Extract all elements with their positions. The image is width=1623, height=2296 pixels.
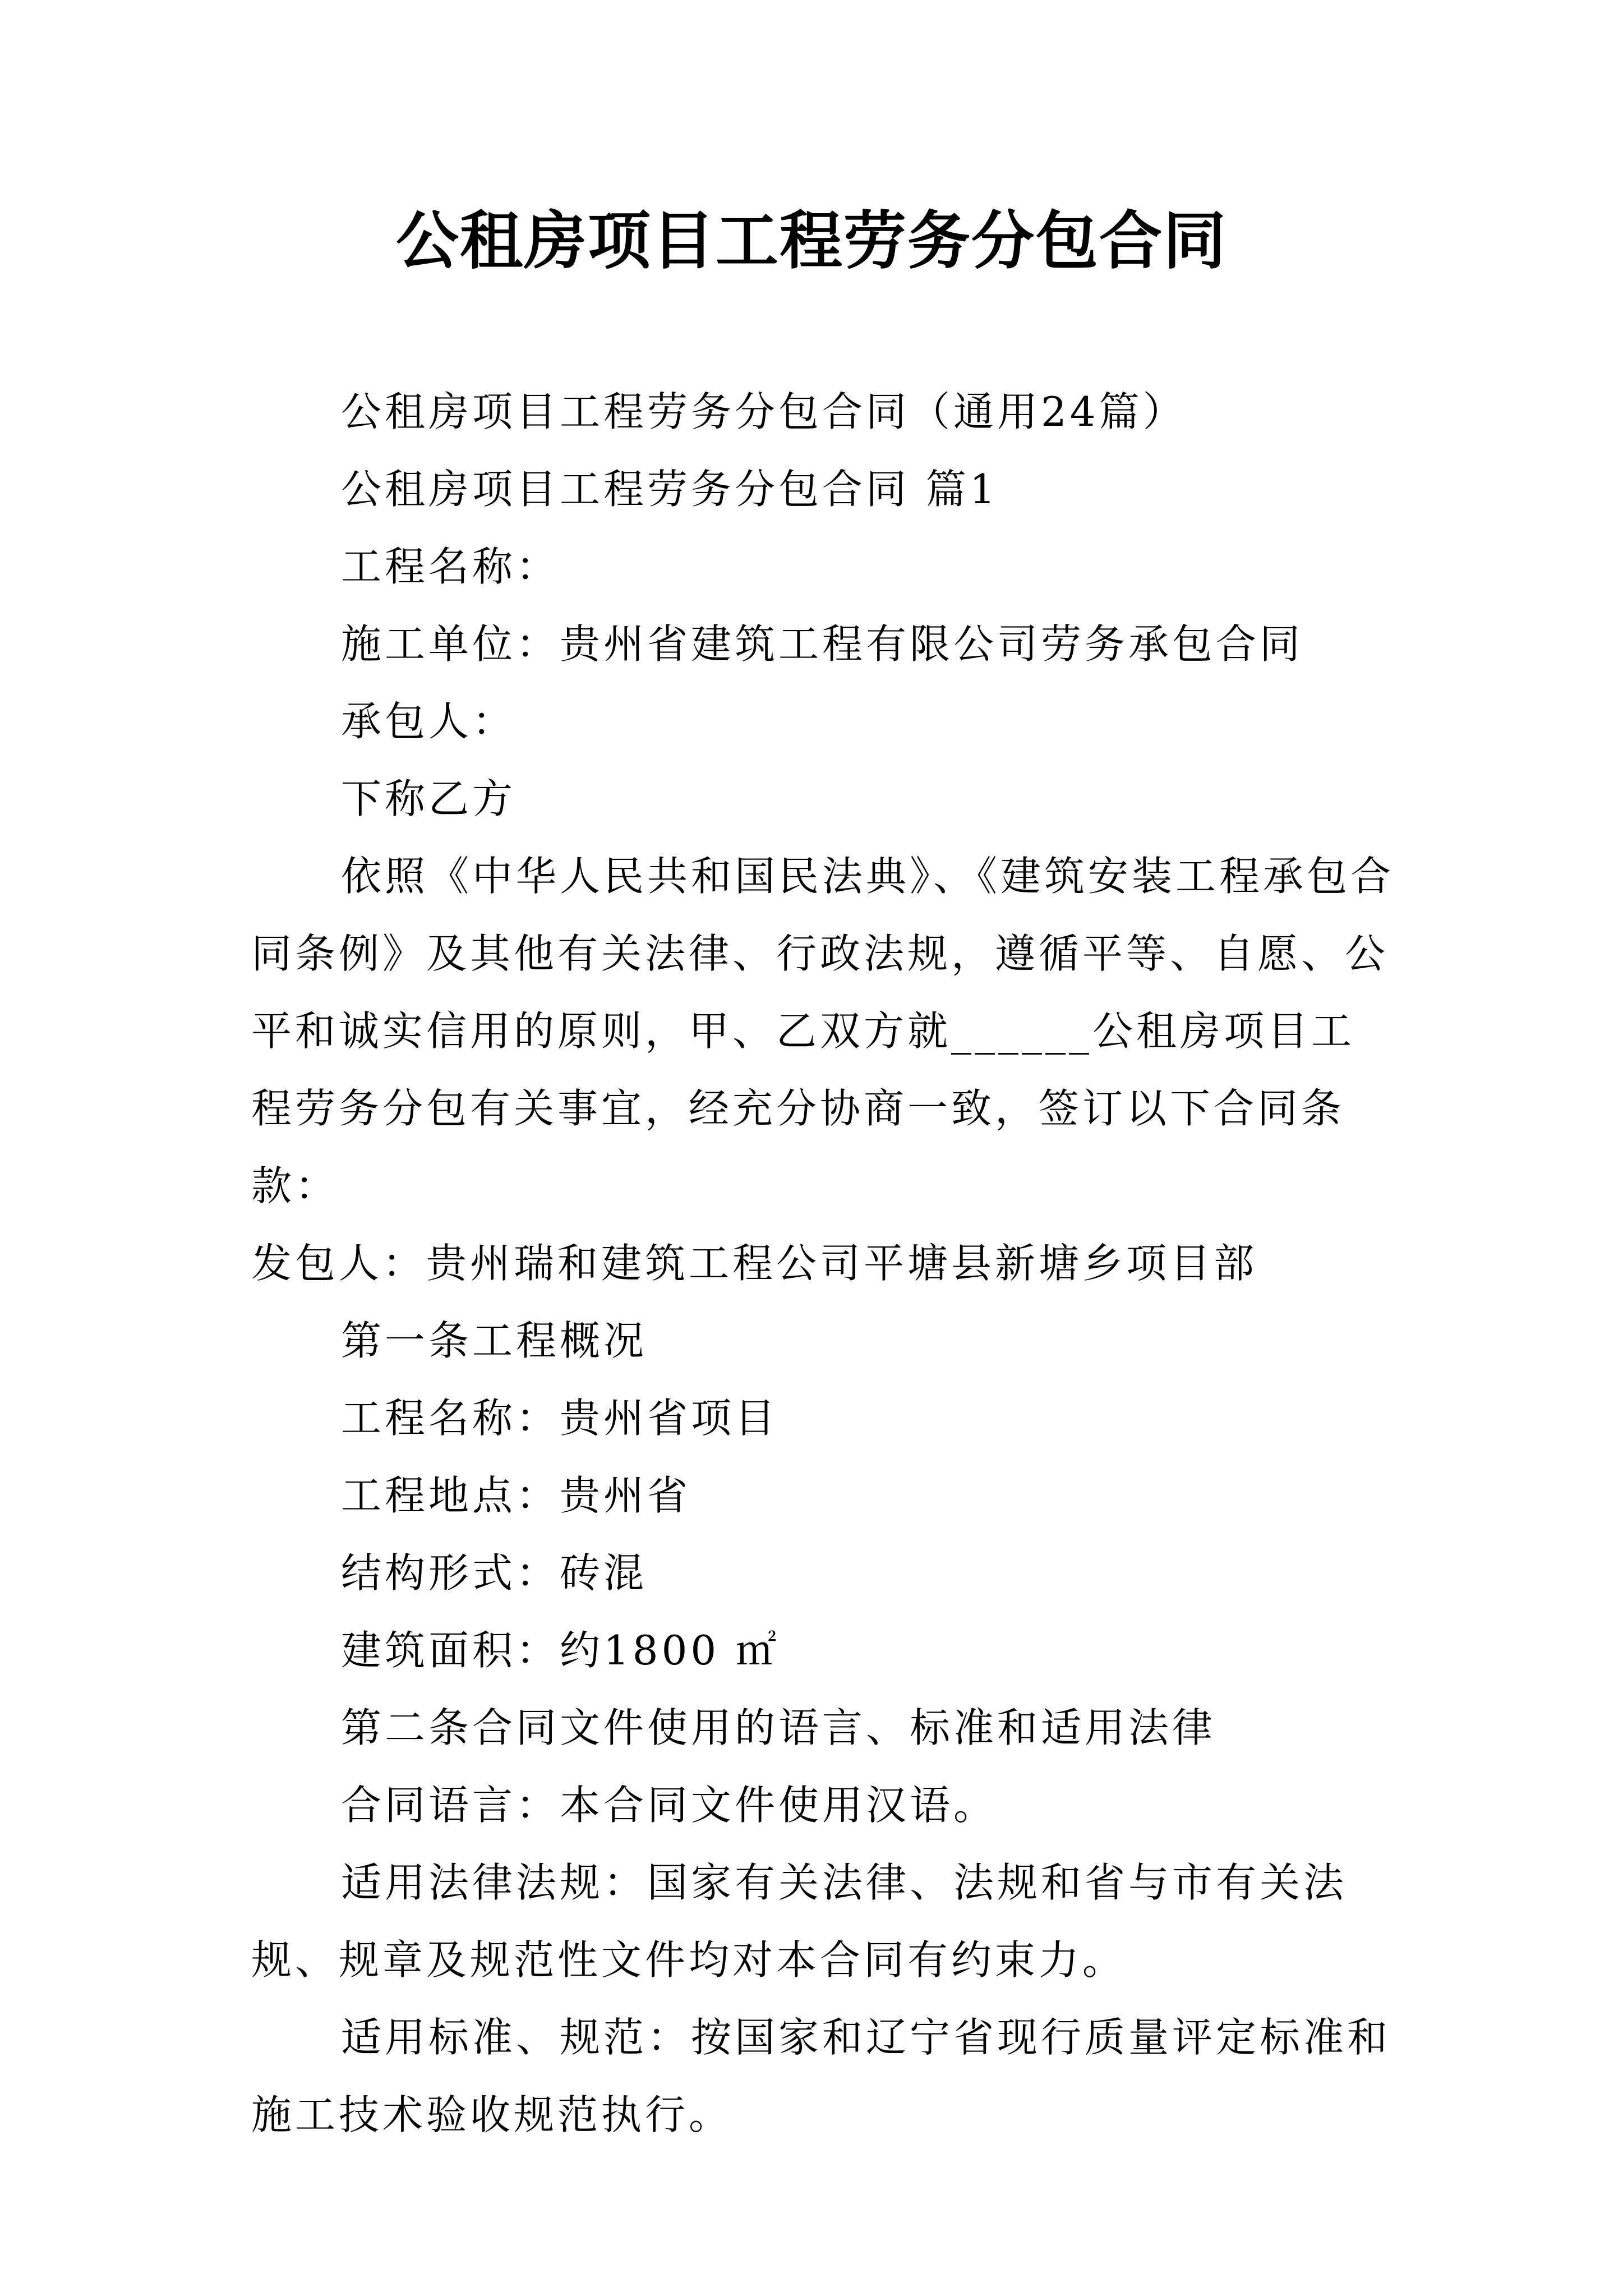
paragraph: 承包人： xyxy=(341,698,517,745)
document-body xyxy=(251,373,1395,2154)
paragraph: 发包人：贵州瑞和建筑工程公司平塘县新塘乡项目部 xyxy=(251,1240,1258,1287)
clause-heading: 第一条工程概况 xyxy=(341,1317,648,1364)
paragraph: 下称乙方 xyxy=(341,775,517,822)
clause-heading: 第二条合同文件使用的语言、标准和适用法律 xyxy=(341,1704,1216,1751)
paragraph: 依照《中华人民共和国民法典》、《建筑安装工程承包合同条例》及其他有关法律、行政法规，遵循平等、自愿、公平和诚实信用的原则，甲、乙双方就______公租房项目工程劳务分包有关事宜，经充分协商一致，签订以下合同条款： xyxy=(251,853,1395,1209)
document-title: 公租房项目工程劳务分包合同 xyxy=(396,205,1227,278)
paragraph: 工程地点：贵州省 xyxy=(341,1472,691,1519)
paragraph: 适用法律法规：国家有关法律、法规和省与市有关法规、规章及规范性文件均对本合同有约束力。 xyxy=(251,1859,1348,1984)
document-subtitle: 公租房项目工程劳务分包合同（通用24篇） xyxy=(341,388,1187,435)
paragraph: 工程名称：贵州省项目 xyxy=(341,1395,779,1442)
paragraph: 施工单位：贵州省建筑工程有限公司劳务承包合同 xyxy=(341,620,1304,668)
paragraph: 工程名称： xyxy=(341,543,560,590)
section-heading: 公租房项目工程劳务分包合同 篇1 xyxy=(341,466,999,513)
paragraph: 结构形式：砖混 xyxy=(341,1549,648,1596)
paragraph: 建筑面积：约1800 ㎡ xyxy=(341,1627,780,1674)
paragraph: 适用标准、规范：按国家和辽宁省现行质量评定标准和施工技术验收规范执行。 xyxy=(251,2014,1391,2138)
paragraph: 合同语言：本合同文件使用汉语。 xyxy=(341,1782,998,1829)
